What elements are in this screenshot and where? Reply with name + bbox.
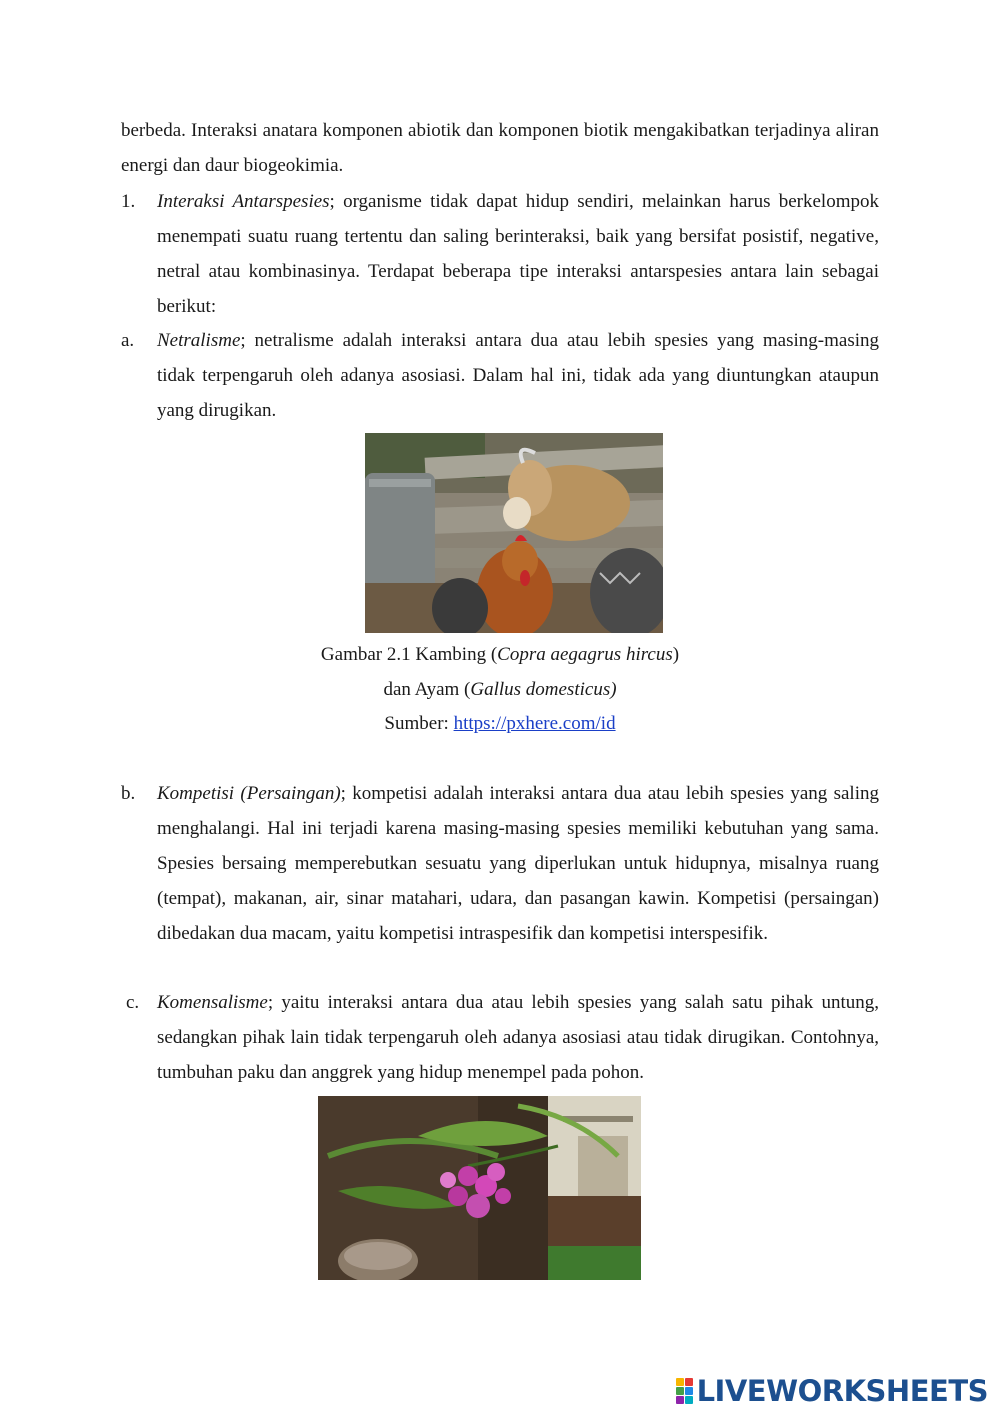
item-body	[157, 985, 879, 1090]
item-text: ; kompetisi adalah interaksi antara dua atau lebih spesies yang saling menghalangi. Hal ini terjadi karena masing-masing spesies memiliki kebutuhan yang sama. Spesies bersaing memperebutkan sesuatu yang diperlukan untuk hidupnya, misalnya ruang (tempat), makanan, air, sinar matahari, udara, dan pasangan kawin. Kompetisi (persaingan) dibedakan dua macam, yaitu kompetisi intraspesifik dan kompetisi interspesifik.	[157, 783, 879, 944]
term: Netralisme	[157, 330, 241, 351]
term: Interaksi Antarspesies	[157, 191, 330, 212]
section-text: ; organisme tidak dapat hidup sendiri, melainkan harus berkelompok menempati suatu ruang tertentu dan saling berinteraksi, baik yang bersifat posistif, negative, netral atau kombinasinya. Terdapat beberapa tipe interaksi antarspesies antara lain sebagai berikut:	[157, 191, 879, 317]
item-body	[157, 776, 879, 951]
item-text: ; netralisme adalah interaksi antara dua atau lebih spesies yang masing-masing tidak terpengaruh oleh adanya asosiasi. Dalam hal ini, tidak ada yang diuntungkan ataupun yang dirugikan.	[157, 330, 879, 421]
term: Komensalisme	[157, 992, 268, 1013]
liveworksheets-logo-icon	[676, 1378, 693, 1404]
list-marker: c.	[126, 992, 140, 1013]
item-text: ; yaitu interaksi antara dua atau lebih spesies yang salah satu pihak untung, sedangkan pihak lain tidak terpengaruh oleh adanya asosiasi atau tidak dirugikan. Contohnya, tumbuhan paku dan anggrek yang hidup menempel pada pohon.	[157, 992, 879, 1083]
orchid-photo	[318, 1096, 641, 1280]
list-marker: 1.	[121, 191, 136, 212]
term: Kompetisi (Persaingan)	[157, 783, 341, 804]
intro-paragraph: berbeda. Interaksi anatara komponen abiotik dan komponen biotik mengakibatkan terjadinya aliran energi dan daur biogeokimia.	[121, 120, 879, 176]
item-body	[157, 323, 879, 428]
liveworksheets-wordmark: LIVEWORKSHEETS	[696, 1374, 988, 1408]
list-marker: b.	[121, 783, 136, 804]
list-marker: a.	[121, 330, 135, 351]
section-body	[157, 184, 879, 324]
figure-caption-line-2: dan Ayam (Gallus domesticus)	[383, 679, 617, 700]
source-link[interactable]: https://pxhere.com/id	[453, 713, 616, 734]
figure-source: Sumber: https://pxhere.com/id	[384, 713, 616, 734]
figure-caption-line-1: Gambar 2.1 Kambing (Copra aegagrus hircus)	[320, 644, 680, 665]
liveworksheets-logo	[676, 1374, 988, 1408]
goat-chicken-photo	[365, 433, 663, 633]
